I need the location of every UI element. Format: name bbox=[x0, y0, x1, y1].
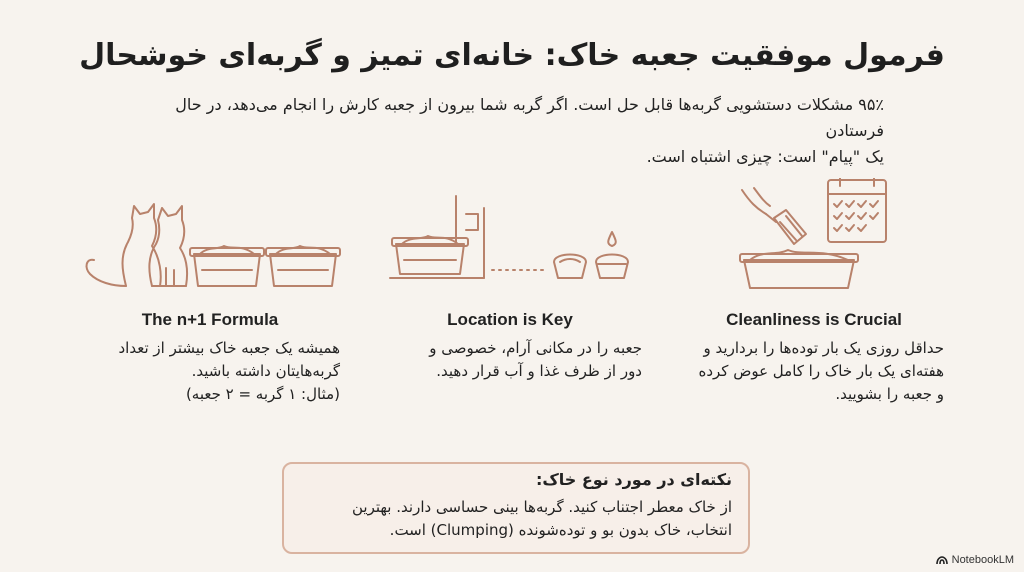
column-heading-n1: The n+1 Formula bbox=[141, 310, 279, 329]
tip-text bbox=[300, 496, 732, 542]
column-heading-location: Location is Key bbox=[447, 310, 573, 329]
tip-text-line: از خاک معطر اجتناب کنید. گربه‌ها بینی حساسی دارند. بهترین bbox=[352, 498, 732, 516]
page-title: فرمول موفقیت جعبه خاک: خانه‌ای تمیز و گربه‌ای خوشحال bbox=[79, 38, 945, 73]
column-text-line: (مثال: ۱ گربه = ۲ جعبه) bbox=[185, 385, 340, 403]
brand-label: NotebookLM bbox=[951, 554, 1014, 566]
column-text-line: گربه‌هایتان داشته باشید. bbox=[191, 362, 340, 380]
tip-text-line: انتخاب، خاک بدون بو و توده‌شونده (Clumping) است. bbox=[389, 521, 732, 539]
column-text-line: حداقل روزی یک بار توده‌ها را بردارید و bbox=[703, 339, 944, 357]
litter-box-away-from-food-icon bbox=[388, 178, 638, 290]
column-text-location bbox=[372, 337, 642, 383]
scoop-and-calendar-icon bbox=[736, 178, 896, 290]
intro-line-1: ۹۵٪ مشکلات دستشویی گربه‌ها قابل حل است. اگر گربه شما بیرون از جعبه کارش را انجام می‌دهد، در حال فرستادن bbox=[175, 95, 884, 140]
intro-text bbox=[124, 92, 884, 170]
column-heading-cleanliness: Cleanliness is Crucial bbox=[726, 310, 902, 329]
column-text-cleanliness bbox=[664, 337, 944, 406]
column-text-line: جعبه را در مکانی آرام، خصوصی و bbox=[429, 339, 642, 357]
column-text-n1 bbox=[72, 337, 340, 406]
column-text-line: و جعبه را بشویید. bbox=[835, 385, 944, 403]
column-text-line: دور از ظرف غذا و آب قرار دهید. bbox=[436, 362, 642, 380]
intro-line-2: یک "پیام" است: چیزی اشتباه است. bbox=[646, 147, 884, 166]
litter-type-tip-box bbox=[282, 462, 750, 554]
column-text-line: هفته‌ای یک بار خاک را کامل عوض کرده bbox=[698, 362, 944, 380]
two-cats-two-litter-boxes-icon bbox=[82, 178, 342, 290]
tip-title: نکته‌ای در مورد نوع خاک: bbox=[535, 470, 732, 489]
column-text-line: همیشه یک جعبه خاک بیشتر از تعداد bbox=[118, 339, 340, 357]
notebooklm-logo-icon bbox=[936, 555, 948, 565]
notebooklm-watermark bbox=[936, 554, 1014, 566]
